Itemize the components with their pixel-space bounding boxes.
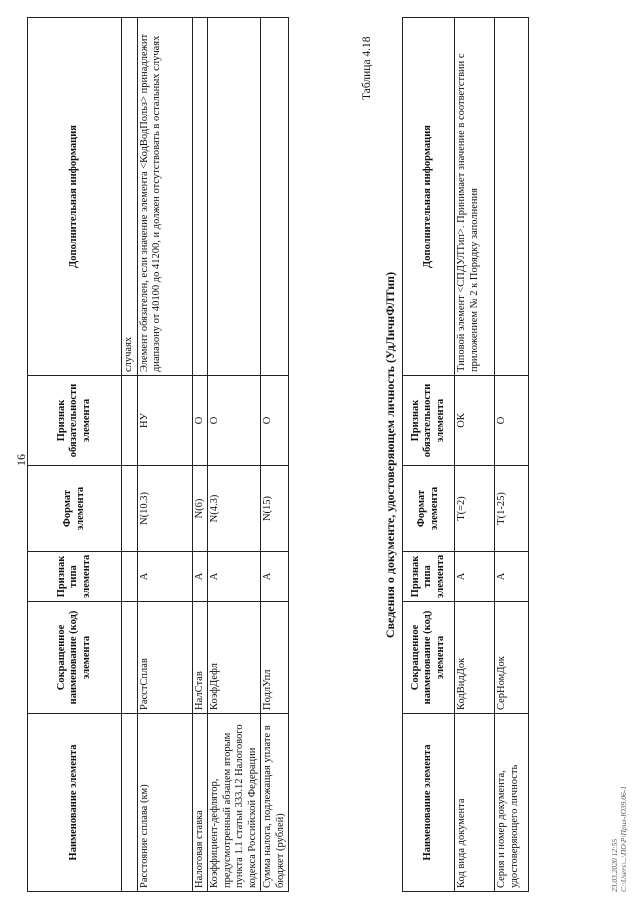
cell-type: А bbox=[137, 552, 192, 602]
table-caption: Сведения о документе, удостоверяющем личность (УдЛичнФЛТип) bbox=[383, 271, 397, 639]
cell-type bbox=[122, 552, 138, 602]
header-type: Признак типа элемента bbox=[28, 552, 122, 602]
cell-code: КодВидДок bbox=[455, 602, 495, 714]
cell-format: N(6) bbox=[192, 466, 208, 552]
cell-required: НУ bbox=[137, 376, 192, 466]
table-header-row bbox=[28, 18, 122, 892]
cell-type: А bbox=[208, 552, 261, 602]
header-required: Признак обязательности элемента bbox=[28, 376, 122, 466]
cell-required: О bbox=[261, 376, 289, 466]
header-format: Формат элемента bbox=[403, 466, 455, 552]
cell-format bbox=[122, 466, 138, 552]
cell-type: А bbox=[495, 552, 529, 602]
cell-name: Расстояние сплава (км) bbox=[137, 714, 192, 892]
cell-name: Коэффициент-дефлятор, предусмотренный абзацем вторым пункта 1.1 статьи 333.12 Налогового кодекса Российской Федерации bbox=[208, 714, 261, 892]
cell-required: О bbox=[192, 376, 208, 466]
cell-format: N(10.3) bbox=[137, 466, 192, 552]
table-header-row bbox=[403, 18, 455, 892]
cell-required: О bbox=[495, 376, 529, 466]
page-number: 16 bbox=[14, 454, 28, 466]
cell-format: T(1-25) bbox=[495, 466, 529, 552]
cell-format: N(4.3) bbox=[208, 466, 261, 552]
cell-code: СерНомДок bbox=[495, 602, 529, 714]
cell-name: Серия и номер документа, удостоверяющего личность bbox=[495, 714, 529, 892]
header-required: Признак обязательности элемента bbox=[403, 376, 455, 466]
elements-table-top bbox=[27, 17, 289, 892]
cell-code: КоэфДефл bbox=[208, 602, 261, 714]
cell-required: ОК bbox=[455, 376, 495, 466]
cell-info: Типовой элемент <СПДУЛТип>. Принимает значение в соответствии с приложением № 2 к Порядку заполнения bbox=[455, 18, 495, 376]
cell-info bbox=[261, 18, 289, 376]
cell-name: Налоговая ставка bbox=[192, 714, 208, 892]
cell-name: Код вида документа bbox=[455, 714, 495, 892]
cell-name bbox=[122, 714, 138, 892]
elements-table-bottom bbox=[402, 17, 529, 892]
table-row bbox=[122, 18, 138, 892]
header-code: Сокращенное наименование (код) элемента bbox=[28, 602, 122, 714]
cell-type: А bbox=[261, 552, 289, 602]
cell-required: О bbox=[208, 376, 261, 466]
table-label: Таблица 4.18 bbox=[361, 36, 373, 100]
table-row bbox=[261, 18, 289, 892]
cell-code: ПодлУпл bbox=[261, 602, 289, 714]
table-row bbox=[192, 18, 208, 892]
cell-info bbox=[208, 18, 261, 376]
cell-info: случаях bbox=[122, 18, 138, 376]
cell-type: А bbox=[192, 552, 208, 602]
header-format: Формат элемента bbox=[28, 466, 122, 552]
cell-name: Сумма налога, подлежащая уплате в бюджет (рублей) bbox=[261, 714, 289, 892]
header-code: Сокращенное наименование (код) элемента bbox=[403, 602, 455, 714]
cell-code bbox=[122, 602, 138, 714]
header-type: Признак типа элемента bbox=[403, 552, 455, 602]
header-info: Дополнительная информация bbox=[28, 18, 122, 376]
cell-info: Элемент обязателен, если значение элемента <КодВодПольз> принадлежит диапазону от 40100 до 41200, и должен отсутствовать в остальных случаях bbox=[137, 18, 192, 376]
header-info: Дополнительная информация bbox=[403, 18, 455, 376]
header-name: Наименование элемента bbox=[28, 714, 122, 892]
cell-info bbox=[192, 18, 208, 376]
table-row bbox=[137, 18, 192, 892]
table-row bbox=[495, 18, 529, 892]
footer-note bbox=[610, 786, 628, 892]
table-row bbox=[455, 18, 495, 892]
table-row bbox=[208, 18, 261, 892]
footer-file-path: C:\Users\...\ПО\Р\Прил-Ю39.06-1 bbox=[619, 785, 628, 892]
cell-info bbox=[495, 18, 529, 376]
cell-type: А bbox=[455, 552, 495, 602]
cell-format: T(=2) bbox=[455, 466, 495, 552]
cell-code: РасстСплав bbox=[137, 602, 192, 714]
header-name: Наименование элемента bbox=[403, 714, 455, 892]
cell-code: НалСтав bbox=[192, 602, 208, 714]
cell-format: N(15) bbox=[261, 466, 289, 552]
footer-timestamp: 23.03.2020 12:55 bbox=[610, 838, 619, 892]
cell-required bbox=[122, 376, 138, 466]
